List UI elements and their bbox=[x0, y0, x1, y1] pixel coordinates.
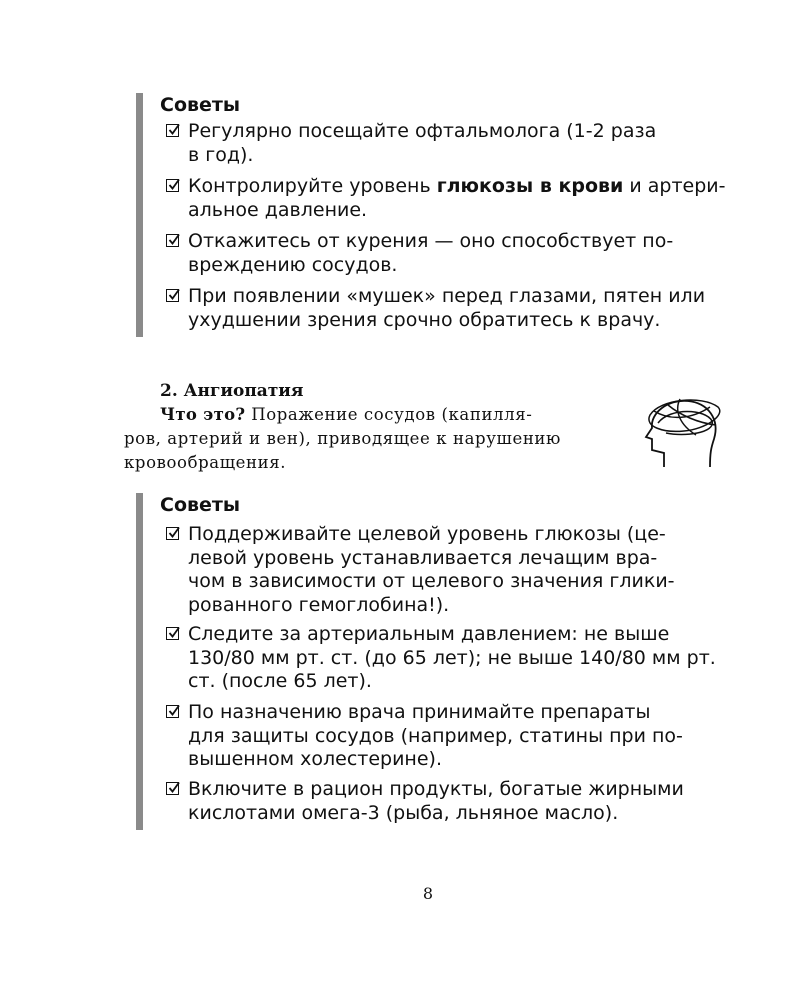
head-vessels-icon bbox=[640, 393, 722, 471]
checkbox-icon bbox=[166, 124, 179, 137]
tip-item: Следите за артериальным давлением: не выше 130/80 мм рт. ст. (до 65 лет); не выше 140/80 мм рт. ст. (после 65 лет). bbox=[166, 623, 737, 694]
tip-item: Поддерживайте целевой уровень глюкозы (це- левой уровень устанавливается лечащим вра- чом в зависимости от целевого значения глики- рованного гемоглобина!). bbox=[166, 523, 737, 617]
checkbox-icon bbox=[166, 627, 179, 640]
checkbox-icon bbox=[166, 527, 179, 540]
tip-item: При появлении «мушек» перед глазами, пятен или ухудшении зрения срочно обратитесь к врачу. bbox=[166, 285, 737, 332]
tip-item: Включите в рацион продукты, богатые жирными кислотами омега-3 (рыба, льняное масло). bbox=[166, 778, 737, 825]
sidebar-accent-bar bbox=[136, 93, 143, 337]
tip-item: По назначению врача принимайте препараты для защиты сосудов (например, статины при по- вышенном холестерине). bbox=[166, 701, 737, 772]
lead-question: Что это? bbox=[160, 405, 246, 424]
checkbox-icon bbox=[166, 234, 179, 247]
checkbox-icon bbox=[166, 179, 179, 192]
tips-box-1 bbox=[136, 93, 741, 337]
tip-item: Регулярно посещайте офтальмолога (1-2 раза в год). bbox=[166, 120, 737, 167]
section-heading: 2. Ангиопатия bbox=[160, 381, 304, 401]
tips-title: Советы bbox=[160, 94, 241, 116]
checkbox-icon bbox=[166, 782, 179, 795]
checkbox-icon bbox=[166, 289, 179, 302]
sidebar-accent-bar bbox=[136, 493, 143, 830]
tips-title: Советы bbox=[160, 494, 241, 516]
tip-item: Контролируйте уровень глюкозы в крови и артери- альное давление. bbox=[166, 175, 737, 222]
tip-item: Откажитесь от курения — оно способствует по- вреждению сосудов. bbox=[166, 230, 737, 277]
checkbox-icon bbox=[166, 705, 179, 718]
section-paragraph: Что это? Поражение сосудов (капилля- ров, артерий и вен), приводящее к нарушению кровообращения. bbox=[124, 405, 561, 472]
tips-box-2 bbox=[136, 493, 741, 830]
page-number: 8 bbox=[422, 884, 434, 903]
